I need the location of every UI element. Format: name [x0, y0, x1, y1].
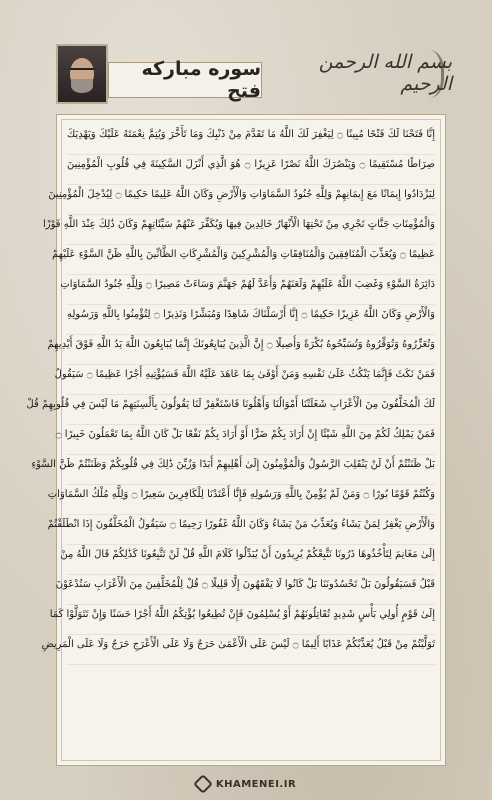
persian-translation-text: [67, 293, 435, 305]
arabic-verse-text: وَكُنْتُمْ قَوْمًا بُورًا ۝ وَمَنْ لَمْ يُؤْمِنْ بِاللَّهِ وَرَسُولِهِ فَإِنَّا أَعْتَدْنَا لِلْكَافِرِينَ سَعِيرًا ۝ وَلِلَّهِ مُلْكُ السَّمَاوَاتِ: [47, 489, 435, 500]
arabic-verse-text: لَكَ الْمُخَلَّفُونَ مِنَ الْأَعْرَابِ شَغَلَتْنَا أَمْوَالُنَا وَأَهْلُونَا فَاسْتَغْفِرْ لَنَا يَقُولُونَ بِأَلْسِنَتِهِمْ مَا لَيْسَ فِي قُلُوبِهِمْ قُلْ: [26, 399, 435, 410]
verse-line: [42, 217, 435, 247]
persian-translation-text: [67, 413, 435, 425]
arabic-verse-text: لِيَزْدَادُوا إِيمَانًا مَعَ إِيمَانِهِمْ وَلِلَّهِ جُنُودُ السَّمَاوَاتِ وَالْأَرْضِ وَكَانَ اللَّهُ عَلِيمًا حَكِيمًا ۝ لِيُدْخِلَ الْمُؤْمِنِينَ: [48, 189, 435, 200]
arabic-verse-text: قَبْلُ فَسَيَقُولُونَ بَلْ تَحْسُدُونَنَا بَلْ كَانُوا لَا يَفْقَهُونَ إِلَّا قَلِيلًا ۝ قُلْ لِلْمُخَلَّفِينَ مِنَ الْأَعْرَابِ سَتُدْعَوْنَ: [55, 579, 435, 590]
persian-translation-text: [67, 623, 435, 635]
verses-list: [26, 127, 435, 667]
verse-line: [67, 307, 435, 337]
arabic-verse-text: عَظِيمًا ۝ وَيُعَذِّبَ الْمُنَافِقِينَ وَالْمُنَافِقَاتِ وَالْمُشْرِكِينَ وَالْمُشْرِكَاتِ الظَّانِّينَ بِاللَّهِ ظَنَّ السَّوْءِ عَلَيْهِمْ: [51, 249, 435, 260]
portrait-beard: [71, 79, 93, 93]
arabic-verse-text: وَالْأَرْضِ وَكَانَ اللَّهُ عَزِيزًا حَكِيمًا ۝ إِنَّا أَرْسَلْنَاكَ شَاهِدًا وَمُبَشِّرًا وَنَذِيرًا ۝ لِتُؤْمِنُوا بِاللَّهِ وَرَسُولِهِ: [67, 309, 435, 320]
verse-line: [47, 487, 435, 517]
verse-line: [41, 637, 435, 667]
arabic-verse-text: فَمَنْ نَكَثَ فَإِنَّمَا يَنْكُثُ عَلَىٰ نَفْسِهِ وَمَنْ أَوْفَىٰ بِمَا عَاهَدَ عَلَيْهُ اللَّهَ فَسَيُؤْتِيهِ أَجْرًا عَظِيمًا ۝ سَيَقُولُ: [54, 369, 435, 380]
arabic-verse-text: وَتُعَزِّرُوهُ وَتُوَقِّرُوهُ وَتُسَبِّحُوهُ بُكْرَةً وَأَصِيلًا ۝ إِنَّ الَّذِينَ يُبَايِعُونَكَ إِنَّمَا يُبَايِعُونَ اللَّهَ يَدُ اللَّهِ فَوْقَ أَيْدِيهِمْ: [47, 339, 435, 350]
bismillah-calligraphy: بسم الله الرحمن الرحیم: [262, 42, 452, 104]
persian-translation-text: [67, 473, 435, 485]
arabic-verse-text: دَائِرَةُ السَّوْءِ وَغَضِبَ اللَّهُ عَلَيْهِمْ وَلَعَنَهُمْ وَأَعَدَّ لَهُمْ جَهَنَّمَ وَسَاءَتْ مَصِيرًا ۝ وَلِلَّهِ جُنُودُ السَّمَاوَاتِ: [60, 279, 435, 290]
verse-line: [54, 367, 435, 397]
arabic-verse-text: بَلْ ظَنَنْتُمْ أَنْ لَنْ يَنْقَلِبَ الرَّسُولُ وَالْمُؤْمِنُونَ إِلَىٰ أَهْلِيهِمْ أَبَدًا وَزُيِّنَ ذَٰلِكَ فِي قُلُوبِكُمْ وَظَنَنْتُمْ ظَنَّ السَّوْءِ: [31, 459, 435, 470]
persian-translation-text: [67, 593, 435, 605]
verses-panel: [26, 114, 446, 766]
persian-translation-text: [67, 653, 435, 665]
persian-translation-text: [67, 263, 435, 275]
verse-line: [47, 337, 435, 367]
verse-line: [49, 607, 435, 637]
portrait-glasses: [70, 68, 94, 76]
arabic-verse-text: إِلَىٰ قَوْمٍ أُولِي بَأْسٍ شَدِيدٍ تُقَاتِلُونَهُمْ أَوْ يُسْلِمُونَ فَإِنْ تُطِيعُوا يُؤْتِكُمُ اللَّهُ أَجْرًا حَسَنًا وَإِنْ تَتَوَلَّوْا كَمَا: [49, 609, 435, 620]
persian-translation-text: [67, 143, 435, 155]
persian-translation-text: [67, 383, 435, 395]
persian-translation-text: [67, 203, 435, 215]
arabic-verse-text: صِرَاطًا مُسْتَقِيمًا ۝ وَيَنْصُرَكَ اللَّهُ نَصْرًا عَزِيزًا ۝ هُوَ الَّذِي أَنْزَلَ السَّكِينَةَ فِي قُلُوبِ الْمُؤْمِنِينَ: [67, 159, 435, 170]
verse-line: [31, 457, 435, 487]
arabic-verse-text: فَمَنْ يَمْلِكُ لَكُمْ مِنَ اللَّهِ شَيْئًا إِنْ أَرَادَ بِكُمْ ضَرًّا أَوْ أَرَادَ بِكُمْ نَفْعًا بَلْ كَانَ اللَّهُ بِمَا تَعْمَلُونَ خَبِيرًا ۝: [55, 429, 435, 440]
arabic-verse-text: إِنَّا فَتَحْنَا لَكَ فَتْحًا مُبِينًا ۝ لِيَغْفِرَ لَكَ اللَّهُ مَا تَقَدَّمَ مِنْ ذَنْبِكَ وَمَا تَأَخَّرَ وَيُتِمَّ نِعْمَتَهُ عَلَيْكَ وَيَهْدِيَكَ: [67, 129, 435, 140]
arabic-verse-text: تَوَلَّيْتُمْ مِنْ قَبْلُ يُعَذِّبْكُمْ عَذَابًا أَلِيمًا ۝ لَيْسَ عَلَى الْأَعْمَىٰ حَرَجٌ وَلَا عَلَى الْأَعْرَجِ حَرَجٌ وَلَا عَلَى الْمَرِيضِ: [41, 639, 435, 650]
persian-translation-text: [67, 233, 435, 245]
verse-line: [60, 547, 435, 577]
verse-line: [48, 187, 435, 217]
persian-translation-text: [67, 173, 435, 185]
header: [0, 0, 492, 115]
persian-translation-text: [67, 503, 435, 515]
footer: [0, 768, 492, 800]
persian-translation-text: [67, 323, 435, 335]
verse-line: [55, 577, 435, 607]
verse-line: [60, 277, 435, 307]
site-name: KHAMENEI.IR: [215, 778, 297, 790]
verse-line: [26, 397, 435, 427]
arabic-verse-text: وَالْمُؤْمِنَاتِ جَنَّاتٍ تَجْرِي مِنْ تَحْتِهَا الْأَنْهَارُ خَالِدِينَ فِيهَا وَيُكَفِّرَ عَنْهُمْ سَيِّئَاتِهِمْ وَكَانَ ذَٰلِكَ عِنْدَ اللَّهِ فَوْزًا: [42, 219, 435, 230]
surah-title: سوره مبارکه فتح: [108, 62, 262, 98]
khamenei-logo-icon: [193, 774, 213, 794]
persian-translation-text: [67, 443, 435, 455]
verse-line: [55, 427, 435, 457]
persian-translation-text: [67, 563, 435, 575]
persian-translation-text: [67, 353, 435, 365]
verse-line: [67, 127, 435, 157]
verse-line: [67, 157, 435, 187]
verse-line: [51, 247, 435, 277]
arabic-verse-text: وَالْأَرْضِ يَغْفِرُ لِمَنْ يَشَاءُ وَيُعَذِّبُ مَنْ يَشَاءُ وَكَانَ اللَّهُ غَفُورًا رَحِيمًا ۝ سَيَقُولُ الْمُخَلَّفُونَ إِذَا انْطَلَقْتُمْ: [47, 519, 435, 530]
author-portrait: [56, 44, 108, 104]
arabic-verse-text: إِلَىٰ مَغَانِمَ لِتَأْخُذُوهَا ذَرُونَا نَتَّبِعْكُمْ يُرِيدُونَ أَنْ يُبَدِّلُوا كَلَامَ اللَّهِ قُلْ لَنْ تَتَّبِعُونَا كَذَٰلِكُمْ قَالَ اللَّهُ مِنْ: [60, 549, 435, 560]
persian-translation-text: [67, 533, 435, 545]
verse-line: [47, 517, 435, 547]
